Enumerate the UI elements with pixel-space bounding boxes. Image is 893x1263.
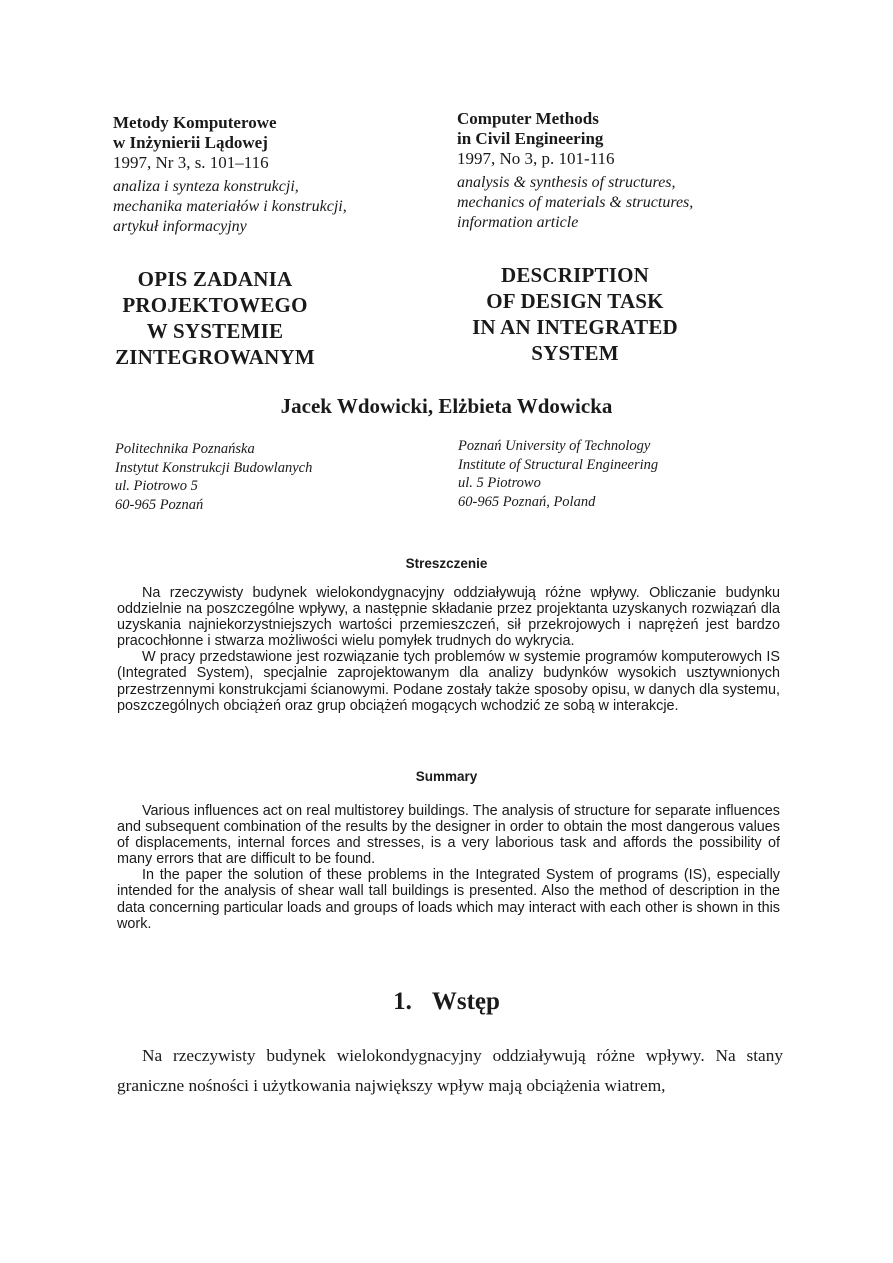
title-english-line3: IN AN INTEGRATED [472, 315, 678, 339]
journal-tag-line1: analiza i synteza konstrukcji, [113, 178, 299, 195]
journal-tag-line2: mechanics of materials & structures, [457, 194, 694, 211]
journal-tag-line3: information article [457, 214, 579, 231]
title-english-line4: SYSTEM [531, 341, 619, 365]
abstract-polish-paragraph: W pracy przedstawione jest rozwiązanie tych problemów w systemie programów komputerowych IS (Integrated System), specjalnie zaprojektowanym dla analizy budynków wysokich usztywnionych przestrzennymi konstrukcjami ścianowymi. Podane zostały także sposoby opisu, w danych dla systemu, poszczególnych obciążeń oraz grup obciążeń mogących wchodzić ze sobą w interakcje. [117, 649, 780, 714]
abstract-english [117, 803, 780, 932]
journal-tag-line1: analysis & synthesis of structures, [457, 174, 676, 191]
journal-tags [457, 173, 787, 233]
title-english-line2: OF DESIGN TASK [486, 289, 664, 313]
journal-header-english [457, 109, 787, 233]
section-title: Wstęp [431, 988, 500, 1015]
affiliation-line2: Instytut Konstrukcji Budowlanych [115, 459, 313, 476]
affiliation-polish [115, 440, 415, 514]
journal-tag-line2: mechanika materiałów i konstrukcji, [113, 198, 347, 215]
section-number: 1. [393, 988, 412, 1015]
abstract-polish-heading: Streszczenie [405, 556, 488, 571]
section-heading [0, 988, 893, 1016]
affiliation-line4: 60-965 Poznań, Poland [458, 493, 596, 510]
affiliation-line3: ul. Piotrowo 5 [115, 478, 198, 494]
journal-name-line2: w Inżynierii Lądowej [113, 133, 268, 152]
abstract-english-heading: Summary [415, 769, 478, 784]
journal-name-line1: Computer Methods [457, 109, 599, 128]
abstract-english-paragraph: In the paper the solution of these problems in the Integrated System of programs (IS), especially intended for the analysis of shear wall tall buildings is presented. Also the method of description in the data concerning particular loads and groups of loads which may interact with each other is shown in this work. [117, 867, 780, 932]
affiliation-line3: ul. 5 Piotrowo [458, 475, 541, 491]
affiliation-line4: 60-965 Poznań [115, 496, 204, 513]
journal-issue: 1997, Nr 3, s. 101–116 [113, 153, 269, 172]
affiliation-english [458, 437, 758, 511]
section-body [117, 1041, 783, 1101]
authors: Jacek Wdowicki, Elżbieta Wdowicka [280, 394, 613, 418]
affiliation-line2: Institute of Structural Engineering [458, 456, 659, 473]
journal-tag-line3: artykuł informacyjny [113, 218, 247, 235]
journal-name-line2: in Civil Engineering [457, 129, 604, 148]
title-polish-line1: OPIS ZADANIA [137, 267, 293, 291]
title-polish-line4: ZINTEGROWANYM [115, 345, 315, 369]
title-english [455, 262, 695, 366]
body-paragraph: Na rzeczywisty budynek wielokondygnacyjny oddziaływują różne wpływy. Na stany graniczne nośności i użytkowania największy wpływ mają obciążenia wiatrem, [117, 1046, 783, 1095]
title-polish-line2: PROJEKTOWEGO [122, 293, 308, 317]
abstract-english-paragraph: Various influences act on real multistorey buildings. The analysis of structure for separate influences and subsequent combination of the results by the designer in order to obtain the most dangerous values of displacements, internal forces and stresses, is a very laborious task and affords the possibility of many errors that are difficult to be found. [117, 803, 780, 868]
affiliation-line1: Politechnika Poznańska [115, 441, 255, 457]
title-polish [110, 266, 320, 370]
journal-tags [113, 177, 413, 237]
journal-issue: 1997, No 3, p. 101-116 [457, 149, 615, 168]
title-english-line1: DESCRIPTION [500, 263, 650, 287]
journal-name-line1: Metody Komputerowe [113, 113, 277, 132]
abstract-polish-paragraph: Na rzeczywisty budynek wielokondygnacyjny oddziaływują różne wpływy. Obliczanie budynku oddzielnie na poszczególne wpływy, a następnie składanie przez projektanta uzyskanych rozwiązań dla uzyskania najniekorzystniejszych wartości przemieszczeń, sił przekrojowych i naprężeń jest bardzo pracochłonne i stwarza możliwości wielu pomyłek trudnych do wykrycia. [117, 585, 780, 650]
journal-header-polish [113, 113, 413, 237]
abstract-polish [117, 585, 780, 714]
title-polish-line3: W SYSTEMIE [146, 319, 284, 343]
affiliation-line1: Poznań University of Technology [458, 438, 651, 454]
